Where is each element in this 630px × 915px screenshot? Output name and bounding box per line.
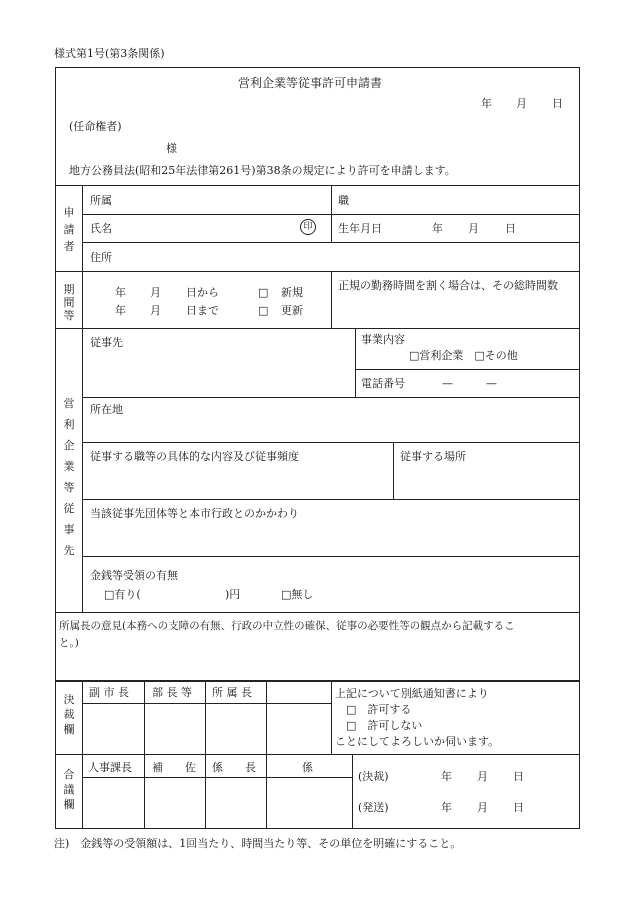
consult-col-assistant: 補 佐 (152, 761, 196, 774)
sent-month: 月 (477, 801, 488, 814)
date-day: 日 (552, 97, 563, 110)
decision-header-char: 欄 (63, 723, 75, 736)
rule-applicant-end (55, 271, 580, 272)
form-border-bottom (55, 828, 580, 829)
business-header (62, 398, 76, 556)
vrule-section-header-lower (82, 680, 83, 829)
period-header (62, 284, 76, 321)
vrule-decision-2 (205, 680, 206, 754)
rule-decision-head (82, 703, 332, 704)
vrule-decision-3 (266, 680, 267, 754)
footnote: 注) 金銭等の受領額は、1回当たり、時間当たり等、その単位を明確にすること。 (54, 837, 462, 850)
applicant-header-char: 請 (63, 223, 75, 236)
consult-col-chief: 係 長 (212, 761, 256, 774)
duties-label: 従事する職等の具体的な内容及び従事頻度 (90, 450, 299, 463)
rule-period-end (55, 328, 580, 329)
rule-name (82, 242, 580, 243)
sent-day: 日 (513, 801, 524, 814)
decision-note-1: 上記について別紙通知書により (335, 687, 489, 700)
vrule-consult-1 (144, 754, 145, 828)
rule-consult-head (82, 777, 352, 778)
applicant-header-char: 者 (63, 240, 75, 253)
affiliation-label: 所属 (90, 194, 112, 207)
rule-decision-end (55, 754, 580, 755)
business-header-char: 従 (63, 502, 75, 515)
consult-header-char: 欄 (63, 798, 75, 811)
decision-header-char: 裁 (63, 708, 75, 721)
period-to-day: 日まで (186, 304, 219, 317)
business-header-char: 企 (63, 439, 75, 452)
period-to-month: 月 (150, 304, 161, 317)
compensation-label: 金銭等受領の有無 (90, 569, 178, 582)
position-label: 職 (338, 194, 349, 207)
compensation-yen: )円 (225, 588, 241, 601)
decided-year: 年 (441, 770, 452, 783)
vrule-decision-4 (331, 680, 332, 754)
rule-business-end (55, 612, 580, 613)
applicant-header (62, 207, 76, 252)
birthdate-label: 生年月日 (338, 222, 382, 235)
period-from-day: 日から (186, 286, 219, 299)
renew-checkbox[interactable]: □ (258, 304, 269, 317)
business-header-char: 等 (63, 481, 75, 494)
consult-col-hr-head: 人事課長 (88, 761, 132, 774)
consult-header-char: 議 (63, 783, 75, 796)
consult-col-staff: 係 (302, 761, 313, 774)
business-header-char: 営 (63, 397, 75, 410)
address-label: 住所 (90, 251, 112, 264)
new-checkbox[interactable]: □ (258, 286, 269, 299)
appointer-label: (任命権者) (69, 120, 122, 133)
style-number: 様式第1号(第3条関係) (54, 47, 165, 60)
consult-header-char: 合 (63, 768, 75, 781)
vrule-decision-1 (144, 680, 145, 754)
opinion-line-2: と。) (59, 637, 79, 649)
birth-day: 日 (505, 222, 516, 235)
decided-day: 日 (513, 770, 524, 783)
opinion-line-1: 所属長の意見(本務への支障の有無、行政の中立性の確保、従事の必要性等の観点から記載するこ (59, 620, 515, 632)
period-from-year: 年 (115, 286, 126, 299)
consult-header (62, 769, 76, 810)
vrule-work-place (393, 442, 394, 499)
rule-location-end (82, 442, 580, 443)
form-border-right (579, 67, 580, 829)
vrule-consult-4 (352, 754, 353, 828)
work-hours-note: 正規の勤務時間を割く場合は、その総時間数 (338, 279, 558, 292)
location-label: 所在地 (90, 403, 123, 416)
form-border-top (55, 67, 580, 68)
compensation-yes[interactable]: □有り( (104, 588, 141, 601)
decision-header-char: 決 (63, 693, 75, 706)
employer-label: 従事先 (90, 336, 123, 349)
decision-col-vice-mayor: 副 市 長 (89, 686, 129, 699)
decided-month: 月 (477, 770, 488, 783)
business-header-char: 業 (63, 460, 75, 473)
rule-content (355, 369, 580, 370)
period-header-char: 等 (63, 309, 75, 322)
business-header-char: 先 (63, 544, 75, 557)
business-content-options[interactable]: □営利企業 □その他 (409, 349, 518, 362)
rule-duties-end (82, 499, 580, 500)
rule-relation-end (82, 556, 580, 557)
vrule-section-header (82, 185, 83, 612)
applicant-header-char: 申 (63, 206, 75, 219)
decision-note-3: ことにしてよろしいか伺います。 (335, 735, 500, 748)
rule-header-end (55, 185, 580, 186)
period-header-char: 期 (63, 283, 75, 296)
new-label: 新規 (281, 286, 303, 299)
deny-option[interactable]: □ 許可しない (346, 719, 423, 732)
period-from-month: 月 (150, 286, 161, 299)
renew-label: 更新 (281, 304, 303, 317)
phone-label: 電話番号 (361, 377, 405, 390)
date-year: 年 (481, 97, 492, 110)
business-header-char: 事 (63, 523, 75, 536)
sama-label: 様 (166, 142, 177, 155)
vrule-consult-3 (266, 754, 267, 828)
date-month: 月 (516, 97, 527, 110)
form-title: 営利企業等従事許可申請書 (238, 76, 383, 90)
decided-label: (決裁) (358, 770, 389, 783)
name-label: 氏名 (90, 222, 112, 235)
rule-opinion-end (55, 680, 580, 682)
vrule-consult-2 (205, 754, 206, 828)
period-header-char: 間 (63, 296, 75, 309)
phone-dashes: — — (442, 377, 497, 390)
vrule-position (331, 185, 332, 242)
business-header-char: 利 (63, 418, 75, 431)
rule-employer-end (82, 397, 580, 398)
sent-label: (発送) (358, 801, 389, 814)
form-border-left (55, 67, 56, 829)
decision-header (62, 694, 76, 735)
compensation-no[interactable]: □無し (281, 588, 314, 601)
birth-year: 年 (432, 222, 443, 235)
birth-month: 月 (468, 222, 479, 235)
period-to-year: 年 (115, 304, 126, 317)
vrule-employer (355, 328, 356, 397)
permit-option[interactable]: □ 許可する (346, 703, 412, 716)
application-statement: 地方公務員法(昭和25年法律第261号)第38条の規定により許可を申請します。 (69, 164, 456, 177)
decision-col-director: 部 長 等 (152, 686, 192, 699)
seal-mark: 印 (300, 219, 316, 235)
work-place-label: 従事する場所 (400, 450, 466, 463)
sent-year: 年 (441, 801, 452, 814)
decision-col-section-head: 所 属 長 (212, 686, 252, 699)
relation-label: 当該従事先団体等と本市行政とのかかわり (90, 507, 299, 520)
vrule-period (331, 271, 332, 328)
business-content-label: 事業内容 (361, 333, 405, 346)
